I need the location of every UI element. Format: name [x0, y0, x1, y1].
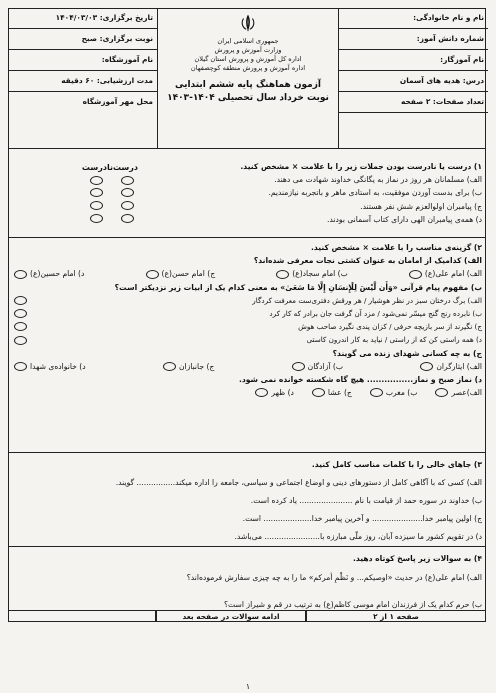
options-row	[14, 386, 482, 399]
options-row	[14, 320, 482, 333]
org-line: وزارت آموزش و پرورش	[214, 46, 282, 54]
statement: ج) پیامبران اولوالعزم شش نفر هستند.	[360, 201, 482, 211]
exam-subtitle: نوبت خرداد سال تحصیلی ۱۴۰۴-۱۴۰۳	[167, 93, 329, 103]
question-4	[14, 549, 482, 614]
question-3	[14, 456, 482, 546]
option-bubble[interactable]	[14, 322, 27, 331]
true-choice[interactable]	[121, 188, 134, 197]
option-label: د) همه راستی کن که از راستی / نیاید به کار اندرون کاستی	[306, 335, 482, 345]
teacher-name-field: نام آموزگار:	[339, 50, 488, 71]
option[interactable]	[255, 386, 294, 399]
option-label: د) خانواده‌ی شهدا	[30, 361, 86, 371]
option[interactable]	[163, 360, 214, 373]
options-row	[14, 294, 482, 307]
question-title: ۴) به سوالات زیر پاسخ کوتاه دهید.	[352, 554, 482, 563]
sub-question: د) نماز صبح و نماز................ هیچ گاه شکسته خوانده نمی شود.	[238, 375, 482, 385]
false-choice[interactable]	[90, 214, 103, 223]
option-label: ج) امام حسن(ع)	[161, 269, 216, 279]
option-bubble[interactable]	[435, 388, 448, 397]
option[interactable]	[146, 267, 216, 280]
option[interactable]	[435, 386, 482, 399]
option-bubble[interactable]	[276, 270, 289, 279]
option-bubble[interactable]	[14, 296, 27, 305]
option-label: ج) نگیرند از سر بازیچه حرفی / کزان پندی نگیرد صاحب هوش	[298, 322, 482, 332]
footer-empty-cell	[8, 610, 156, 622]
student-name-field: نام و نام خانوادگی:	[339, 8, 488, 29]
question-title: ۲) گزینه‌ی مناسب را با علامت × مشخص کنید.	[311, 243, 482, 252]
short-answer-item: ب) حرم کدام یک از فرزندان امام موسی کاظم(ع) به ترتیب در قم و شیراز است؟	[224, 600, 482, 609]
option[interactable]	[276, 267, 348, 280]
page-number: ۱	[245, 682, 251, 691]
page-footer	[8, 610, 486, 622]
options-row	[14, 360, 482, 373]
option-label: د) امام حسین(ع)	[30, 269, 85, 279]
option-label: ب) امام سجاد(ع)	[292, 269, 348, 279]
option-bubble[interactable]	[420, 362, 433, 371]
exam-shift-field: نوبت برگزاری: صبح	[8, 29, 157, 50]
option-bubble[interactable]	[146, 270, 159, 279]
options-row	[14, 333, 482, 346]
org-line: اداره آموزش و پرورش منطقه کوچصفهان	[190, 64, 306, 72]
question-title: ۱) درست یا نادرست بودن جملات زیر را با علامت × مشخص کنید.	[240, 162, 482, 171]
option-label: ب) مغرب	[385, 388, 418, 398]
false-choice[interactable]	[90, 176, 103, 185]
header-exam-info	[8, 8, 158, 148]
option-label: د) ظهر	[271, 388, 294, 398]
fill-blank-item: ج) اولین پیامبر خدا..................... و آخرین پیامبر خدا.................... است.	[242, 514, 482, 523]
exam-date-field: تاریخ برگزاری: ۱۴۰۴/۰۳/۰۳	[8, 8, 157, 29]
footer-continue-note: ادامه سوالات در صفحه بعد	[156, 610, 306, 622]
option-bubble[interactable]	[255, 388, 268, 397]
statement: ب) برای بدست آوردن موفقیت، به استادی ماهر و باتجربه نیازمندیم.	[268, 188, 482, 198]
true-choice[interactable]	[121, 214, 134, 223]
false-choice[interactable]	[90, 188, 103, 197]
school-stamp-field: محل مهر آموزشگاه	[82, 97, 153, 106]
header-student-info	[338, 8, 488, 148]
sub-question: ب) مفهوم پیام قرآنی «وَأَن لَّیْسَ لِلْإِنسَانِ إِلَّا مَا سَعَیٰ» به معنی کدام یک از ابیات زیر نزدیکتر است؟	[114, 282, 482, 292]
true-choice[interactable]	[121, 176, 134, 185]
org-line: جمهوری اسلامی ایران	[217, 37, 279, 45]
question-divider	[8, 546, 486, 547]
question-divider	[8, 237, 486, 238]
option-label: الف)عصر	[451, 388, 482, 398]
org-line: اداره کل آموزش و پرورش استان گیلان	[194, 55, 302, 63]
option-bubble[interactable]	[14, 270, 27, 279]
false-column-header: نادرست	[81, 163, 113, 172]
fill-blank-item: الف) کسی که با آگاهی کامل از دستورهای دینی و اوضاع اجتماعی و سیاسی، جامعه را اداره میکند................ گویند.	[115, 478, 482, 487]
exam-title: آزمون هماهنگ پایه ششم ابتدایی	[174, 80, 322, 90]
school-name-field: نام آموزشگاه:	[8, 50, 157, 71]
true-column-header: درست	[112, 163, 138, 172]
option-label: الف) امام علی(ع)	[424, 269, 482, 279]
statement: الف) مسلمانان هر روز در نماز به یگانگی خداوند شهادت می دهند.	[274, 175, 482, 185]
option[interactable]	[292, 360, 343, 373]
option[interactable]	[14, 267, 84, 280]
sub-question: ج) به چه کسانی شهدای زنده می گویند؟	[332, 348, 482, 358]
fill-blank-item: د) در تقویم کشور ما سیزده آبان، روز ملّی مبارزه با....................... می‌باشد.	[234, 532, 482, 541]
header-divider	[8, 148, 486, 149]
option-label: الف) ایثارگران	[436, 361, 482, 371]
subject-field: درس: هدیه های آسمان	[339, 71, 488, 92]
page-count-field: تعداد صفحات: ۲ صفحه	[339, 92, 488, 113]
header-center	[158, 8, 338, 148]
statement: د) همه‌ی پیامبران الهی دارای کتاب آسمانی بودند.	[327, 214, 482, 224]
student-number-field: شماره دانش آموز:	[339, 29, 488, 50]
question-title: ۳) جاهای خالی را با کلمات مناسب کامل کنید.	[311, 460, 482, 469]
option-label: ب) نابرده رنج گنج میسّر نمی‌شود / مزد آن گرفت جان برادر که کار کرد	[269, 309, 482, 319]
false-choice[interactable]	[90, 201, 103, 210]
option-bubble[interactable]	[14, 362, 27, 371]
option-label: الف) برگ درختان سبز در نظر هوشیار / هر ورقش دفتری‌ست معرفت کردگار	[252, 295, 482, 305]
option-label: ج) جانبازان	[178, 361, 215, 371]
question-2	[14, 241, 482, 399]
footer-page-indicator: صفحه ۱ از ۲	[306, 610, 486, 622]
duration-field: مدت ارزشیابی: ۶۰ دقیقه	[8, 71, 157, 92]
option-bubble[interactable]	[163, 362, 176, 371]
options-row	[14, 267, 482, 280]
option-bubble[interactable]	[14, 336, 27, 345]
iran-emblem-icon	[239, 14, 257, 32]
options-row	[14, 307, 482, 320]
question-divider	[8, 452, 486, 453]
option[interactable]	[370, 386, 418, 399]
option-label: ب) آزادگان	[307, 361, 343, 371]
option[interactable]	[14, 360, 86, 373]
option-bubble[interactable]	[14, 309, 27, 318]
true-choice[interactable]	[121, 201, 134, 210]
short-answer-item: الف) امام علی(ع) در حدیث «اوصیکم... و نَظْمِ أمرکم» ما را به چه چیزی سفارش فرموده‌اند؟	[186, 573, 482, 582]
option[interactable]	[312, 386, 352, 399]
option-bubble[interactable]	[370, 388, 383, 397]
option-bubble[interactable]	[409, 270, 422, 279]
fill-blank-item: ب) خداوند در سوره حمد از قیامت با نام ...................... یاد کرده است.	[250, 496, 482, 505]
option[interactable]	[420, 360, 482, 373]
option-bubble[interactable]	[292, 362, 305, 371]
true-false-columns	[81, 162, 138, 224]
option-label: ج) عشا	[327, 388, 352, 398]
sub-question: الف) کدامیک از امامان به عنوان کشتی نجات معرفی شده‌اند؟	[253, 256, 482, 266]
option[interactable]	[409, 267, 482, 280]
option-bubble[interactable]	[312, 388, 325, 397]
